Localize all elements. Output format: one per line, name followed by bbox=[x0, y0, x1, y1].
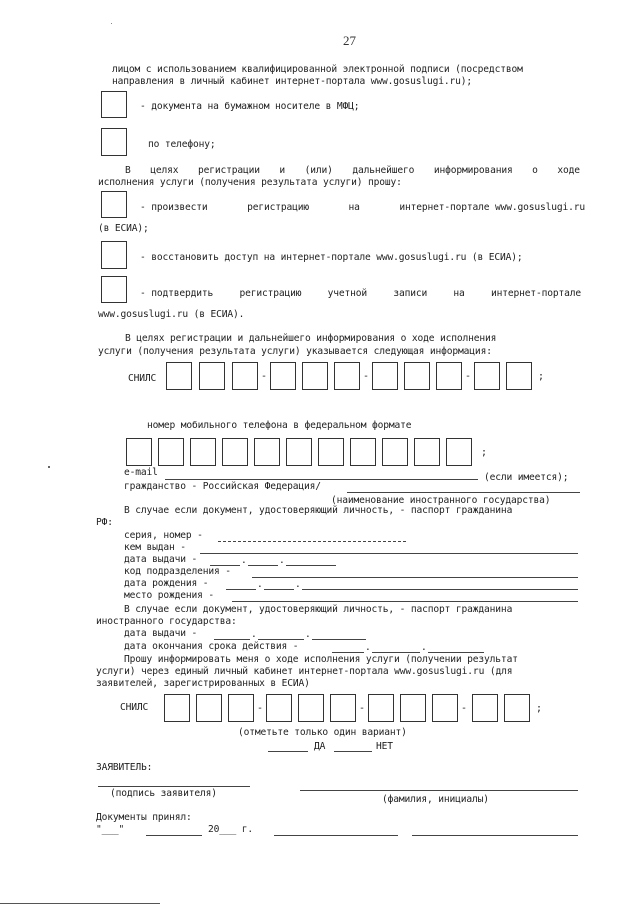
intro-line-1: лицом с использованием квалифицированной электронной подписи (посредством bbox=[112, 64, 523, 75]
confirm-word: на bbox=[453, 288, 465, 299]
snils-terminator: ; bbox=[538, 371, 545, 382]
snils2-digit-cell[interactable] bbox=[504, 694, 530, 722]
full-name-note: (фамилия, инициалы) bbox=[382, 794, 489, 805]
reg-intro-word: ходе bbox=[557, 165, 580, 176]
snils-digit-cell[interactable] bbox=[270, 362, 296, 390]
birth-month-field[interactable] bbox=[264, 589, 294, 590]
issued-by-label: кем выдан - bbox=[124, 542, 186, 553]
reg-intro-word: дальнейшего bbox=[352, 165, 415, 176]
confirm-label-line-2: www.gosuslugi.ru (в ЕСИА). bbox=[98, 309, 245, 320]
full-name-field[interactable] bbox=[300, 790, 578, 791]
reg-intro-word: В bbox=[125, 165, 131, 176]
expiry-date-label: дата окончания срока действия - bbox=[124, 641, 299, 652]
foreign-issue-date-label: дата выдачи - bbox=[124, 628, 198, 639]
ask-line-3: заявителей, зарегистрированных в ЕСИА) bbox=[96, 678, 310, 689]
foreign-issue-day-field[interactable] bbox=[214, 639, 250, 640]
issue-date-label: дата выдачи - bbox=[124, 554, 198, 565]
no-mark-field[interactable] bbox=[334, 751, 372, 752]
date-day-field[interactable]: "___" bbox=[96, 824, 125, 835]
phone-digit-cell[interactable] bbox=[446, 438, 472, 466]
phone-digit-cell[interactable] bbox=[350, 438, 376, 466]
register-word: интернет-портале www.gosuslugi.ru bbox=[399, 202, 585, 213]
phone-digit-cell[interactable] bbox=[222, 438, 248, 466]
reg-intro-word: и bbox=[279, 165, 286, 176]
snils-label-2: СНИЛС bbox=[120, 702, 149, 713]
snils-digit-cell[interactable] bbox=[334, 362, 360, 390]
date-separator: . bbox=[365, 642, 371, 653]
snils2-digit-cell[interactable] bbox=[368, 694, 394, 722]
expiry-year-field[interactable] bbox=[428, 652, 484, 653]
foreign-doc-line-2: иностранного государства: bbox=[96, 616, 237, 627]
snils2-digit-cell[interactable] bbox=[330, 694, 356, 722]
date-separator: . bbox=[251, 629, 257, 640]
email-note: (если имеется); bbox=[484, 472, 569, 483]
register-word: на bbox=[348, 202, 360, 213]
email-field[interactable] bbox=[165, 479, 478, 480]
confirm-word: - подтвердить bbox=[140, 288, 214, 299]
snils-digit-cell[interactable] bbox=[232, 362, 258, 390]
birth-date-label: дата рождения - bbox=[124, 578, 209, 589]
snils2-digit-cell[interactable] bbox=[228, 694, 254, 722]
date-month-field[interactable] bbox=[146, 835, 202, 836]
date-separator: . bbox=[279, 555, 285, 566]
issue-month-field[interactable] bbox=[248, 565, 278, 566]
citizenship-label: гражданство - Российская Федерация/ bbox=[124, 481, 321, 492]
snils2-separator: - bbox=[257, 703, 264, 714]
snils2-digit-cell[interactable] bbox=[400, 694, 426, 722]
birth-place-field[interactable] bbox=[232, 601, 578, 602]
dept-code-field[interactable] bbox=[252, 577, 578, 578]
confirm-word: регистрацию bbox=[239, 288, 302, 299]
confirm-word: учетной bbox=[327, 288, 368, 299]
yes-mark-field[interactable] bbox=[268, 751, 308, 752]
date-separator: . bbox=[421, 642, 427, 653]
receiver-signature-field[interactable] bbox=[274, 835, 398, 836]
rf-doc-line-2: РФ: bbox=[96, 517, 113, 528]
register-word: - произвести bbox=[140, 202, 208, 213]
paper-mfc-checkbox[interactable] bbox=[101, 91, 127, 118]
scan-speck bbox=[111, 23, 112, 24]
foreign-issue-year-field[interactable] bbox=[312, 639, 366, 640]
register-word: регистрацию bbox=[247, 202, 309, 213]
yes-label: ДА bbox=[314, 741, 326, 752]
snils2-digit-cell[interactable] bbox=[196, 694, 222, 722]
snils2-digit-cell[interactable] bbox=[164, 694, 190, 722]
snils-digit-cell[interactable] bbox=[436, 362, 462, 390]
ask-line-1: Прошу информировать меня о ходе исполнения услуги (получении результат bbox=[124, 654, 518, 665]
intro-line-2: направления в личный кабинет интернет-портала www.gosuslugi.ru); bbox=[112, 76, 473, 87]
signature-field[interactable] bbox=[98, 786, 250, 787]
confirm-registration-checkbox[interactable] bbox=[101, 276, 127, 303]
phone-digit-cell[interactable] bbox=[414, 438, 440, 466]
birth-place-label: место рождения - bbox=[124, 590, 215, 601]
reg-intro-word: (или) bbox=[304, 165, 333, 176]
phone-digit-cell[interactable] bbox=[190, 438, 216, 466]
snils-digit-cell[interactable] bbox=[404, 362, 430, 390]
reg-intro-word: регистрации bbox=[197, 165, 260, 176]
restore-access-label: - восстановить доступ на интернет-портале www.gosuslugi.ru (в ЕСИА); bbox=[140, 252, 523, 263]
issued-by-field[interactable] bbox=[200, 553, 578, 554]
phone-checkbox[interactable] bbox=[101, 128, 127, 156]
phone-digit-cell[interactable] bbox=[158, 438, 184, 466]
info-intro-line-1: В целях регистрации и дальнейшего информирования о ходе исполнения bbox=[125, 333, 497, 344]
page-number: 27 bbox=[343, 33, 356, 48]
birth-day-field[interactable] bbox=[226, 589, 256, 590]
docs-received-label: Документы принял: bbox=[96, 812, 192, 823]
snils2-digit-cell[interactable] bbox=[266, 694, 292, 722]
reg-intro-line-1 bbox=[125, 165, 580, 177]
reg-intro-word: информирования bbox=[433, 165, 513, 176]
foreign-state-field[interactable] bbox=[347, 492, 580, 493]
expiry-day-field[interactable] bbox=[332, 652, 364, 653]
choose-one-note: (отметьте только один вариант) bbox=[238, 727, 407, 738]
snils-digit-cell[interactable] bbox=[199, 362, 225, 390]
foreign-state-note: (наименование иностранного государства) bbox=[331, 495, 551, 506]
date-year-field[interactable]: 20___ г. bbox=[208, 824, 254, 835]
ask-line-2: услуги) через единый личный кабинет интернет-портала www.gosuslugi.ru (для bbox=[96, 666, 513, 677]
series-number-label: серия, номер - bbox=[124, 530, 203, 541]
birth-year-field[interactable] bbox=[302, 589, 578, 590]
restore-access-checkbox[interactable] bbox=[101, 241, 127, 269]
reg-intro-line-2: исполнения услуги (получения результата услуги) прошу: bbox=[98, 177, 402, 188]
snils2-digit-cell[interactable] bbox=[432, 694, 458, 722]
register-checkbox[interactable] bbox=[101, 191, 127, 218]
scan-speck bbox=[48, 466, 50, 468]
foreign-doc-line-1: В случае если документ, удостоверяющий личность, - паспорт гражданина bbox=[124, 604, 513, 615]
paper-mfc-label: - документа на бумажном носителе в МФЦ; bbox=[140, 101, 360, 112]
applicant-heading: ЗАЯВИТЕЛЬ: bbox=[96, 762, 153, 773]
phone-digit-cell[interactable] bbox=[318, 438, 344, 466]
register-label-line-1 bbox=[140, 202, 585, 214]
date-separator: . bbox=[241, 555, 247, 566]
snils2-terminator: ; bbox=[536, 703, 543, 714]
snils-digit-cell[interactable] bbox=[372, 362, 398, 390]
series-number-field[interactable] bbox=[218, 541, 406, 542]
phone-label: по телефону; bbox=[148, 139, 216, 150]
snils2-separator: - bbox=[359, 703, 366, 714]
email-label: e-mail bbox=[124, 467, 158, 478]
receiver-name-field[interactable] bbox=[412, 835, 578, 836]
snils-digit-cell[interactable] bbox=[474, 362, 500, 390]
confirm-word: интернет-портале bbox=[490, 288, 581, 299]
rf-doc-line-1: В случае если документ, удостоверяющий личность, - паспорт гражданина bbox=[124, 505, 513, 516]
info-intro-line-2: услуги (получения результата услуги) указывается следующая информация: bbox=[98, 346, 492, 357]
signature-note: (подпись заявителя) bbox=[110, 788, 217, 799]
snils-digit-cell[interactable] bbox=[302, 362, 328, 390]
snils2-separator: - bbox=[461, 703, 468, 714]
reg-intro-word: целях bbox=[150, 165, 179, 176]
dept-code-label: код подразделения - bbox=[124, 566, 231, 577]
confirm-label-line-1 bbox=[140, 288, 581, 300]
footnote-rule bbox=[0, 903, 160, 904]
date-separator: . bbox=[305, 629, 311, 640]
no-label: НЕТ bbox=[376, 741, 393, 752]
issue-year-field[interactable] bbox=[286, 565, 336, 566]
snils-separator: - bbox=[363, 371, 370, 382]
phone-digit-cell[interactable] bbox=[286, 438, 312, 466]
phone-digit-cell[interactable] bbox=[126, 438, 152, 466]
reg-intro-word: о bbox=[532, 165, 538, 176]
snils2-digit-cell[interactable] bbox=[472, 694, 498, 722]
mobile-phone-label: номер мобильного телефона в федеральном формате bbox=[147, 420, 412, 431]
foreign-issue-month-field[interactable] bbox=[258, 639, 304, 640]
snils-separator: - bbox=[261, 371, 268, 382]
snils2-digit-cell[interactable] bbox=[298, 694, 324, 722]
phone-digit-cell[interactable] bbox=[254, 438, 280, 466]
snils-digit-cell[interactable] bbox=[166, 362, 192, 390]
snils-digit-cell[interactable] bbox=[506, 362, 532, 390]
date-separator: . bbox=[257, 579, 263, 590]
confirm-word: записи bbox=[393, 288, 428, 299]
phone-digit-cell[interactable] bbox=[382, 438, 408, 466]
phone-terminator: ; bbox=[481, 447, 488, 458]
date-separator: . bbox=[295, 579, 301, 590]
expiry-month-field[interactable] bbox=[372, 652, 420, 653]
register-label-line-2: (в ЕСИА); bbox=[98, 223, 149, 234]
snils-separator: - bbox=[465, 371, 472, 382]
snils-label: СНИЛС bbox=[128, 373, 157, 384]
